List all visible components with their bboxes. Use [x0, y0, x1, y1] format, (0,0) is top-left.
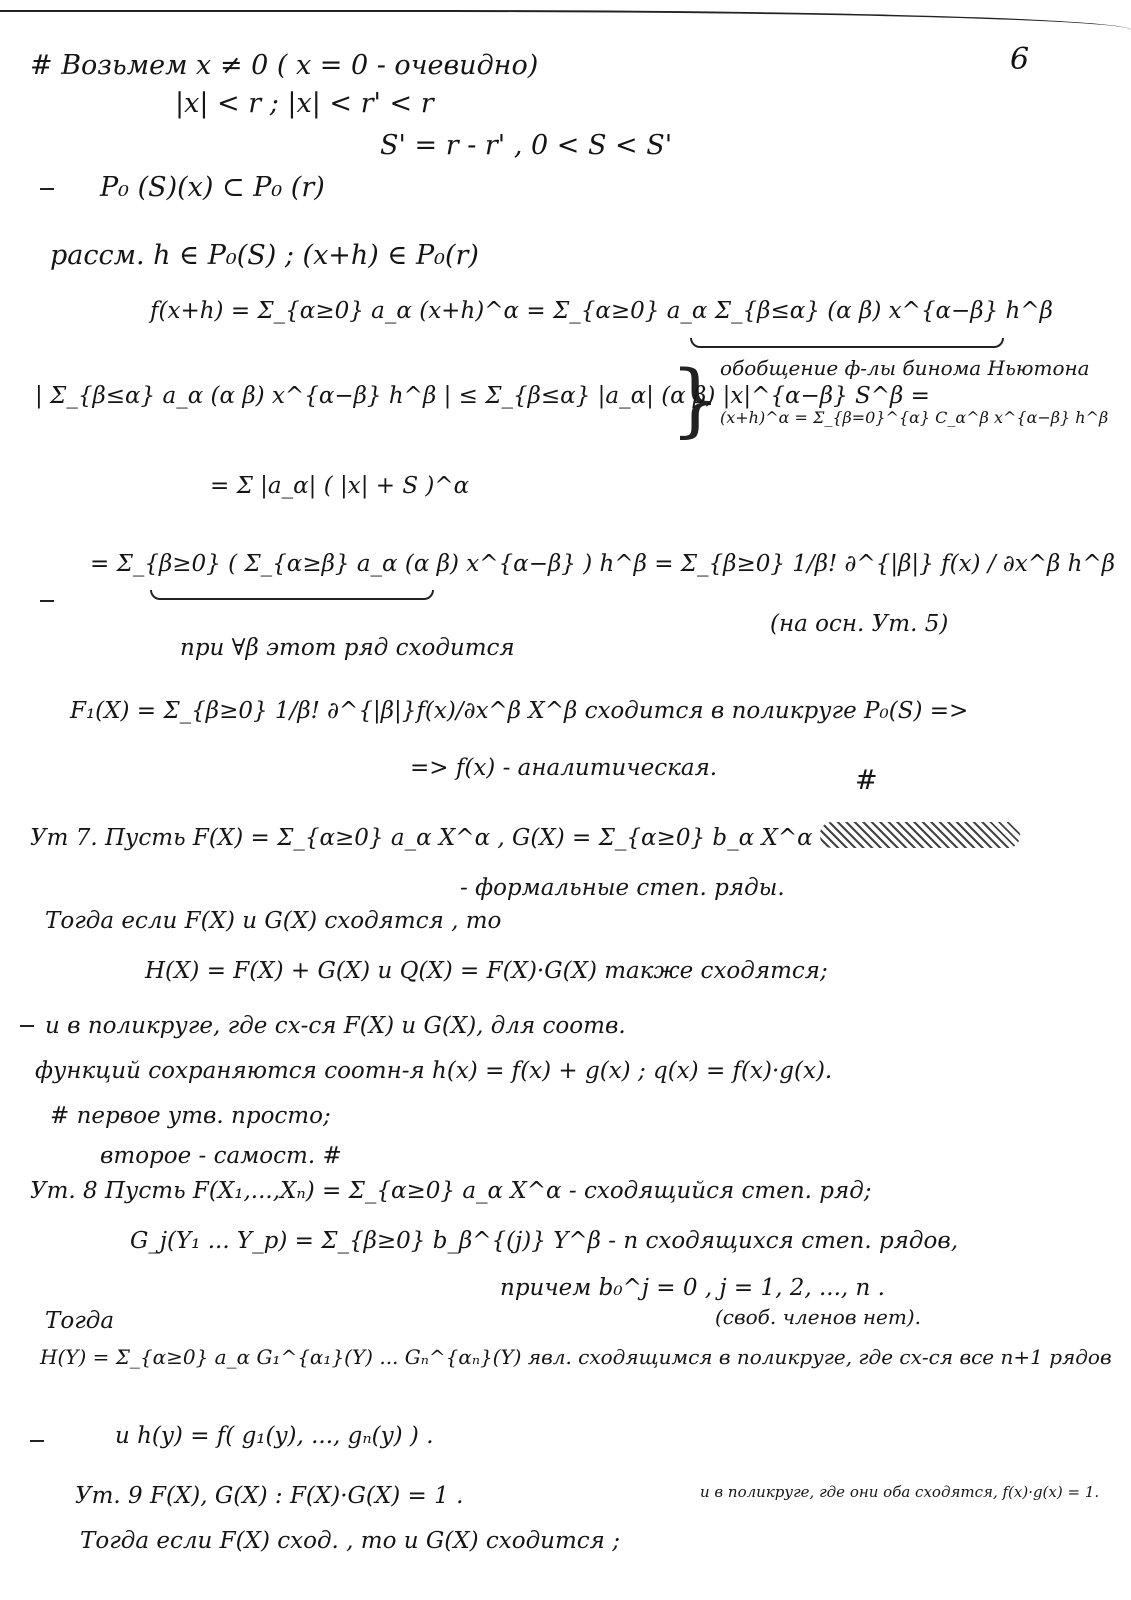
- line-polydisc-relations: и в поликруге, где сх-ся F(X) и G(X), для соотв.: [45, 1013, 626, 1039]
- margin-dash: [40, 188, 54, 190]
- line-composition: H(Y) = Σ_{α≥0} a_α G₁^{α₁}(Y) ... Gₙ^{αₙ}(Y) явл. сходящимся в поликруге, где сх-ся все n+1 рядов: [40, 1345, 1112, 1369]
- line-estimate-result: = Σ |a_α| ( |x| + S )^α: [210, 473, 470, 499]
- margin-dash: [30, 1440, 44, 1442]
- line-statement-8: Ут. 8 Пусть F(X₁,...,Xₙ) = Σ_{α≥0} a_α X^α - сходящийся степ. ряд;: [30, 1178, 872, 1204]
- line-F1-series: F₁(X) = Σ_{β≥0} 1/β! ∂^{|β|}f(x)/∂x^β X^β сходится в поликруге P₀(S) =>: [70, 698, 969, 724]
- line-formal-series: - формальные степ. ряды.: [460, 875, 785, 901]
- line-statement-9: Ут. 9 F(X), G(X) : F(X)·G(X) = 1 .: [75, 1483, 464, 1509]
- line-taylor-expansion: f(x+h) = Σ_{α≥0} a_α (x+h)^α = Σ_{α≥0} a_α Σ_{β≤α} (α β) x^{α−β} h^β: [150, 298, 1053, 324]
- line-no-free-terms-condition: причем b₀^j = 0 , j = 1, 2, ..., n .: [500, 1275, 885, 1301]
- line-sum-product: H(X) = F(X) + G(X) и Q(X) = F(X)·G(X) также сходятся;: [145, 958, 828, 984]
- end-of-proof-mark: #: [855, 765, 878, 796]
- line-statement-9-conclusion: Тогда если F(X) сход. , то и G(X) сходится ;: [80, 1528, 620, 1554]
- top-rule: [0, 10, 1131, 30]
- underbrace-inner-sum: [150, 590, 434, 600]
- line-if-converge: Тогда если F(X) и G(X) сходятся , то: [45, 908, 502, 934]
- line-proof-start: # Возьмем x ≠ 0 ( x = 0 - очевидно): [30, 50, 539, 81]
- line-function-relations: функций сохраняются соотн-я h(x) = f(x) + g(x) ; q(x) = f(x)·g(x).: [35, 1058, 833, 1084]
- margin-dash: [20, 1025, 34, 1027]
- line-then: Тогда: [45, 1308, 115, 1334]
- line-G-series: G_j(Y₁ ... Y_p) = Σ_{β≥0} b_β^{(j)} Y^β - n сходящихся степ. рядов,: [130, 1228, 959, 1254]
- line-consider-h: рассм. h ∈ P₀(S) ; (x+h) ∈ P₀(r): [50, 240, 479, 271]
- page-number: 6: [1010, 42, 1030, 77]
- line-first-statement: # первое утв. просто;: [50, 1103, 331, 1129]
- line-series-converges: при ∀β этот ряд сходится: [180, 635, 515, 661]
- line-no-free-terms: (своб. членов нет).: [715, 1305, 921, 1329]
- line-polydisc-inclusion: P₀ (S)(x) ⊂ P₀ (r): [100, 172, 325, 203]
- line-statement-9-note: и в поликруге, где они оба сходятся, f(x)·g(x) = 1.: [700, 1483, 1100, 1501]
- line-bounds: |x| < r ; |x| < r' < r: [175, 88, 434, 119]
- line-composition-function: и h(y) = f( g₁(y), ..., gₙ(y) ) .: [115, 1423, 434, 1449]
- margin-dash: [40, 600, 54, 602]
- line-radius-diff: S' = r - r' , 0 < S < S': [380, 130, 673, 161]
- line-second-statement: второе - самост. #: [100, 1143, 342, 1169]
- line-statement-7: Ут 7. Пусть F(X) = Σ_{α≥0} a_α X^α , G(X) = Σ_{α≥0} b_α X^α: [30, 825, 813, 851]
- line-binomial-formula: (x+h)^α = Σ_{β=0}^{α} C_α^β x^{α−β} h^β: [720, 408, 1109, 427]
- crossed-out-scribble: [820, 822, 1020, 848]
- line-binomial-note: обобщение ф-лы бинома Ньютона: [720, 356, 1090, 380]
- line-rearranged-series: = Σ_{β≥0} ( Σ_{α≥β} a_α (α β) x^{α−β} ) h^β = Σ_{β≥0} 1/β! ∂^{|β|} f(x) / ∂x^β h^β: [90, 551, 1116, 577]
- line-reference-ut5: (на осн. Ут. 5): [770, 611, 949, 637]
- right-brace: }: [670, 353, 721, 446]
- line-absolute-estimate: | Σ_{β≤α} a_α (α β) x^{α−β} h^β | ≤ Σ_{β≤α} |a_α| (α β) |x|^{α−β} S^β =: [35, 383, 930, 409]
- underbrace-binomial: [690, 338, 1004, 348]
- line-analytic-conclusion: => f(x) - аналитическая.: [410, 755, 718, 781]
